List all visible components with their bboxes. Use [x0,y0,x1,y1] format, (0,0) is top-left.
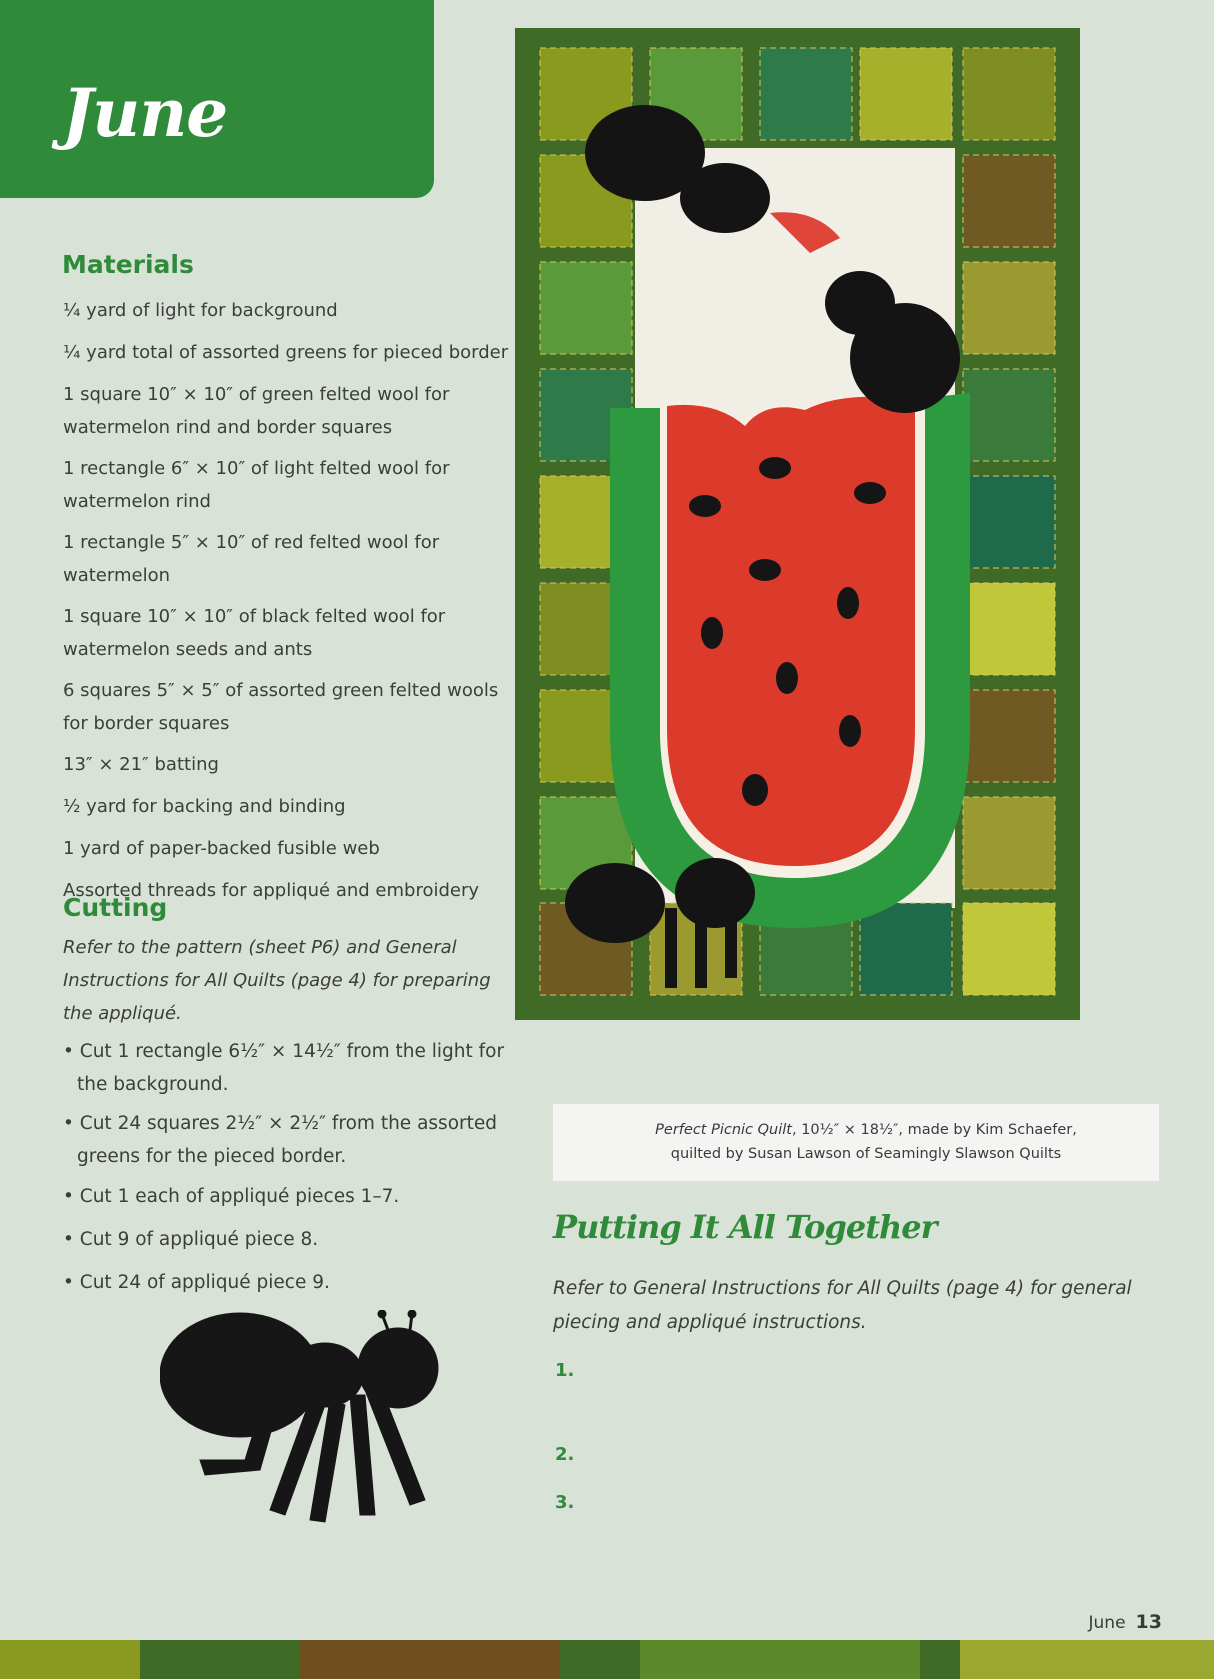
list-item: 1 square 10″ × 10″ of green felted wool for watermelon rind and border squares [63,384,450,438]
border-square [860,48,952,140]
photo-caption [553,1104,1159,1181]
caption-line2: quilted by Susan Lawson of Seamingly Slawson Quilts [670,1146,1062,1162]
list-item: 1 rectangle 6″ × 10″ of light felted wool for watermelon rind [63,458,450,512]
border-square [963,262,1055,354]
page-folio [1089,1611,1162,1633]
step-number: 3. [555,1492,575,1513]
border-square [963,690,1055,782]
border-square [860,903,952,995]
list-item: • Cut 1 each of appliqué pieces 1–7. [63,1186,400,1207]
border-square [963,476,1055,568]
list-item: 1 square 10″ × 10″ of black felted wool for watermelon seeds and ants [63,606,446,660]
step-number: 1. [555,1360,575,1381]
list-item: • Cut 24 of appliqué piece 9. [63,1272,330,1293]
border-square [963,369,1055,461]
decorative-quilt-strip [0,1640,1214,1679]
assembly-heading: Putting It All Together [553,1208,937,1246]
quilt-photo [515,28,1080,1020]
list-item: Assorted threads for appliqué and embroidery [63,880,480,901]
list-item: 1 yard of paper-backed fusible web [63,838,380,859]
border-square [963,155,1055,247]
border-square [963,797,1055,889]
list-item: 6 squares 5″ × 5″ of assorted green felted wools for border squares [63,680,499,734]
border-square [963,903,1055,995]
border-square [540,262,632,354]
border-square [963,48,1055,140]
cutting-heading: Cutting [63,893,168,922]
materials-heading: Materials [62,250,194,279]
ant-illustration [160,1310,450,1530]
list-item: ¼ yard total of assorted greens for pieced border [63,342,509,363]
step-number: 2. [555,1444,575,1465]
border-square [760,48,852,140]
watermelon [610,393,970,928]
folio-section: June [1088,1613,1126,1633]
list-item: 1 rectangle 5″ × 10″ of red felted wool for watermelon [63,532,440,586]
caption-title: Perfect Picnic Quilt [655,1122,792,1138]
page-title: June [62,74,228,152]
assembly-intro: Refer to General Instructions for All Quilts (page 4) for general piecing and appliqué instructions. [553,1278,1132,1333]
cutting-intro: Refer to the pattern (sheet P6) and General Instructions for All Quilts (page 4) for preparing the appliqué. [63,937,491,1024]
list-item: ½ yard for backing and binding [63,796,346,817]
list-item: • Cut 24 squares 2½″ × 2½″ from the assorted greens for the pieced border. [63,1113,497,1167]
list-item: 13″ × 21″ batting [63,754,219,775]
list-item: ¼ yard of light for background [63,300,338,321]
border-square [963,583,1055,675]
title-banner [0,0,434,198]
list-item: • Cut 1 rectangle 6½″ × 14½″ from the light for the background. [63,1041,505,1095]
page-number: 13 [1135,1611,1162,1633]
caption-line1: , 10½″ × 18½″, made by Kim Schaefer, [791,1122,1077,1138]
list-item: • Cut 9 of appliqué piece 8. [63,1229,319,1250]
